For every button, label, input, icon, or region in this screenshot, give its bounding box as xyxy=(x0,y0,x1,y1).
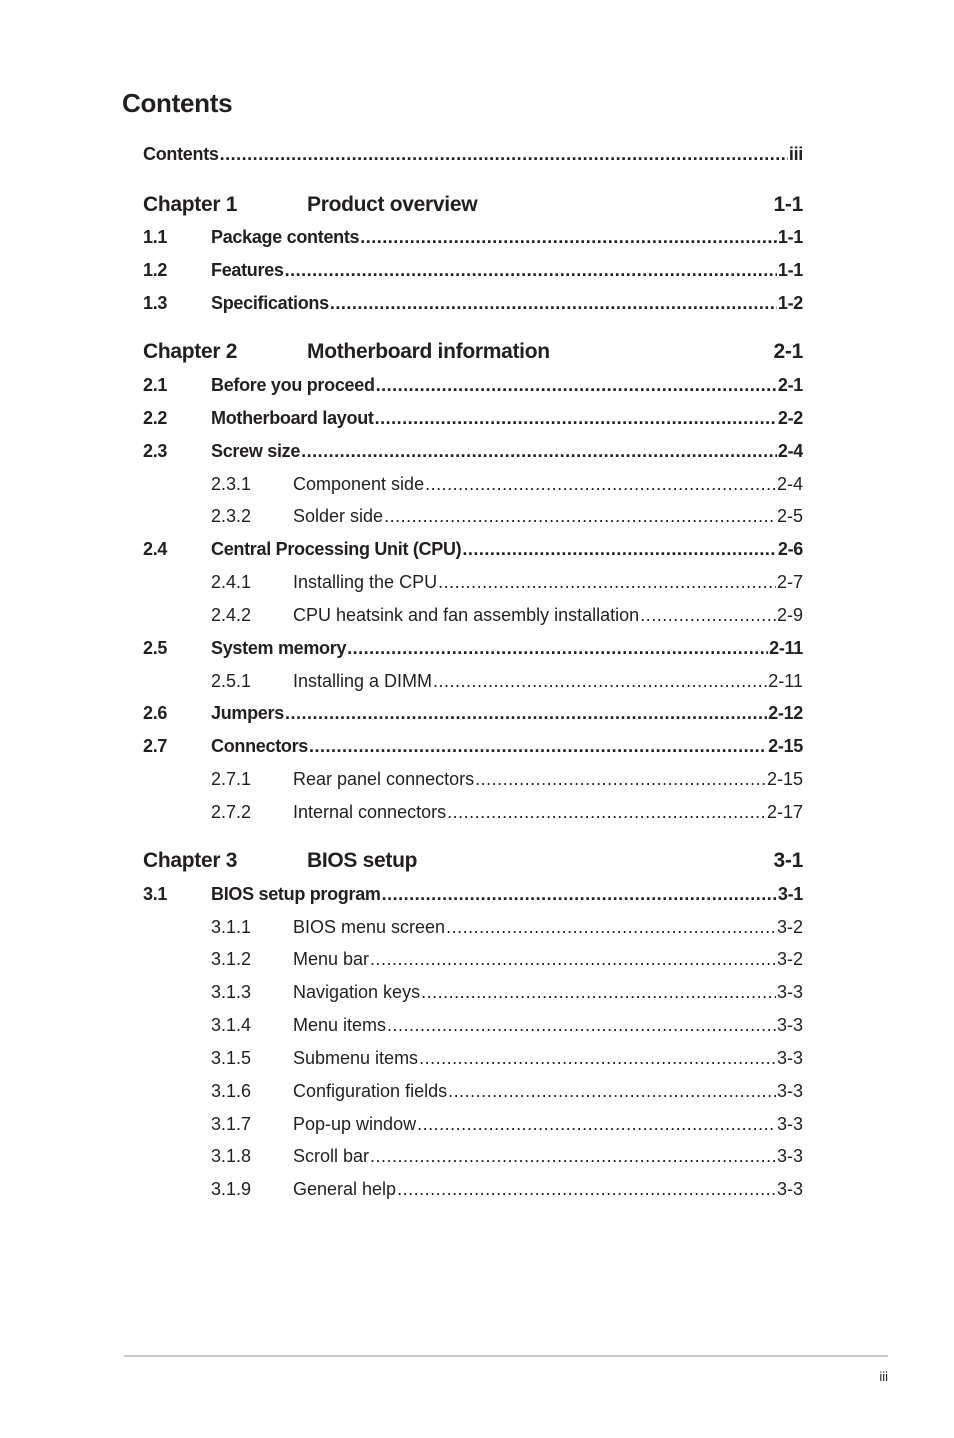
table-of-contents xyxy=(143,0,803,1250)
dot-leader xyxy=(347,638,768,659)
toc-entry-sub[interactable] xyxy=(143,982,803,1003)
toc-page-number: 2-7 xyxy=(776,572,803,592)
toc-page-number: 3-3 xyxy=(776,1114,803,1134)
toc-entry-chapter[interactable] xyxy=(143,193,803,217)
toc-page-number: 3-3 xyxy=(776,1179,803,1199)
toc-entry-section[interactable] xyxy=(143,638,803,659)
section-number: 3.1 xyxy=(143,884,168,904)
toc-entry-section[interactable] xyxy=(143,375,803,396)
toc-entry-section[interactable] xyxy=(143,408,803,429)
toc-page-number: 2-1 xyxy=(773,340,803,363)
section-number: 2.1 xyxy=(143,375,168,395)
toc-entry-sub[interactable] xyxy=(143,917,803,938)
section-number: 3.1.5 xyxy=(211,1048,252,1068)
footer-divider xyxy=(124,1355,888,1357)
toc-entry-sub[interactable] xyxy=(143,671,803,692)
section-number: 3.1.6 xyxy=(211,1081,252,1101)
toc-entry-section[interactable] xyxy=(143,260,803,281)
toc-entry-sub[interactable] xyxy=(143,769,803,790)
section-number: 2.2 xyxy=(143,408,168,428)
toc-page-number: 3-3 xyxy=(776,1146,803,1166)
dot-leader xyxy=(301,441,777,462)
toc-page-number: 2-2 xyxy=(777,408,803,428)
toc-page-number: 2-12 xyxy=(768,703,803,723)
section-number: 1.1 xyxy=(143,227,168,247)
toc-entry-title: Package contents xyxy=(211,227,360,247)
toc-entry-title: General help xyxy=(293,1179,397,1199)
toc-entry-title: BIOS setup program xyxy=(211,884,381,904)
toc-entry-title: Internal connectors xyxy=(293,802,447,822)
toc-entry-title: Screw size xyxy=(211,441,301,461)
section-number: 2.7.1 xyxy=(211,769,252,789)
toc-page-number: 2-15 xyxy=(768,736,803,756)
dot-leader xyxy=(376,375,777,396)
toc-entry-section[interactable] xyxy=(143,227,803,248)
toc-entry-chapter[interactable] xyxy=(143,340,803,364)
toc-page-number: 3-1 xyxy=(773,849,803,872)
section-number: 3.1.2 xyxy=(211,949,252,969)
dot-leader xyxy=(285,703,767,724)
dot-leader xyxy=(421,982,776,1003)
section-number: 3.1.8 xyxy=(211,1146,252,1166)
toc-entry-sub[interactable] xyxy=(143,1146,803,1167)
section-number: 2.5 xyxy=(143,638,168,658)
section-number: 2.4.1 xyxy=(211,572,252,592)
dot-leader xyxy=(384,506,776,527)
toc-page-number: 1-1 xyxy=(773,193,803,216)
dot-leader xyxy=(375,408,777,429)
dot-leader xyxy=(475,769,766,790)
toc-entry-title: Installing a DIMM xyxy=(293,671,433,691)
toc-entry-section[interactable] xyxy=(143,441,803,462)
dot-leader xyxy=(446,917,776,938)
dot-leader xyxy=(309,736,767,757)
toc-entry-section[interactable] xyxy=(143,884,803,905)
toc-entry-title: Menu bar xyxy=(293,949,370,969)
dot-leader xyxy=(447,802,766,823)
section-number: 3.1.3 xyxy=(211,982,252,1002)
toc-entry-title: Navigation keys xyxy=(293,982,421,1002)
toc-entry-title: BIOS menu screen xyxy=(293,917,446,937)
section-number: 2.4.2 xyxy=(211,605,252,625)
toc-page-number: 3-2 xyxy=(776,917,803,937)
toc-entry-sub[interactable] xyxy=(143,605,803,626)
toc-entry-sub[interactable] xyxy=(143,1114,803,1135)
dot-leader xyxy=(330,293,777,314)
toc-entry-title: Before you proceed xyxy=(211,375,375,395)
dot-leader xyxy=(285,260,777,281)
toc-page-number: 2-9 xyxy=(776,605,803,625)
toc-entry-title: Motherboard information xyxy=(307,340,550,363)
toc-entry-title: Product overview xyxy=(307,193,478,216)
toc-page-number: 1-1 xyxy=(777,260,803,280)
section-number: 2.7 xyxy=(143,736,168,756)
toc-entry-sub[interactable] xyxy=(143,1081,803,1102)
dot-leader xyxy=(360,227,777,248)
toc-entry-title: Specifications xyxy=(211,293,329,313)
section-number: 2.4 xyxy=(143,539,168,559)
toc-entry-title: Contents xyxy=(143,144,219,164)
toc-page-number: 2-6 xyxy=(777,539,803,559)
chapter-label: Chapter 1 xyxy=(143,193,238,216)
toc-entry-title: Component side xyxy=(293,474,425,494)
dot-leader xyxy=(433,671,767,692)
dot-leader xyxy=(397,1179,776,1200)
dot-leader xyxy=(425,474,776,495)
toc-entry-sub[interactable] xyxy=(143,572,803,593)
toc-entry-title: Jumpers xyxy=(211,703,284,723)
section-number: 2.3.2 xyxy=(211,506,252,526)
section-number: 3.1.9 xyxy=(211,1179,252,1199)
toc-entry-title: Installing the CPU xyxy=(293,572,438,592)
dot-leader xyxy=(387,1015,776,1036)
toc-entry-title: System memory xyxy=(211,638,347,658)
dot-leader xyxy=(448,1081,776,1102)
chapter-label: Chapter 3 xyxy=(143,849,238,872)
dot-leader xyxy=(419,1048,776,1069)
toc-entry-sub[interactable] xyxy=(143,949,803,970)
toc-entry-sub[interactable] xyxy=(143,802,803,823)
section-number: 2.3 xyxy=(143,441,168,461)
toc-page-number: iii xyxy=(788,144,803,164)
section-number: 2.7.2 xyxy=(211,802,252,822)
toc-entry-top[interactable] xyxy=(143,144,803,165)
dot-leader xyxy=(220,144,788,165)
section-number: 2.6 xyxy=(143,703,168,723)
toc-entry-title: CPU heatsink and fan assembly installation xyxy=(293,605,640,625)
toc-entry-section[interactable] xyxy=(143,293,803,314)
toc-entry-title: Submenu items xyxy=(293,1048,419,1068)
toc-entry-chapter[interactable] xyxy=(143,849,803,873)
toc-page-number: 2-11 xyxy=(768,671,803,691)
toc-page-number: 2-1 xyxy=(777,375,803,395)
dot-leader xyxy=(417,1114,776,1135)
toc-entry-title: BIOS setup xyxy=(307,849,418,872)
toc-entry-title: Central Processing Unit (CPU) xyxy=(211,539,462,559)
toc-page-number: 2-15 xyxy=(766,769,803,789)
toc-page-number: 2-5 xyxy=(776,506,803,526)
toc-page-number: 3-3 xyxy=(776,982,803,1002)
toc-page-number: 2-4 xyxy=(777,441,803,461)
toc-page-number: 1-2 xyxy=(777,293,803,313)
toc-entry-title: Pop-up window xyxy=(293,1114,417,1134)
toc-page-number: 3-3 xyxy=(776,1081,803,1101)
section-number: 2.5.1 xyxy=(211,671,252,691)
toc-entry-sub[interactable] xyxy=(143,1048,803,1069)
toc-entry-sub[interactable] xyxy=(143,1015,803,1036)
dot-leader xyxy=(438,572,776,593)
toc-entry-sub[interactable] xyxy=(143,506,803,527)
toc-entry-title: Rear panel connectors xyxy=(293,769,475,789)
section-number: 3.1.7 xyxy=(211,1114,252,1134)
toc-entry-section[interactable] xyxy=(143,736,803,757)
section-number: 1.3 xyxy=(143,293,168,313)
toc-entry-title: Connectors xyxy=(211,736,309,756)
toc-entry-title: Solder side xyxy=(293,506,384,526)
section-number: 3.1.1 xyxy=(211,917,252,937)
toc-page-number: 2-11 xyxy=(769,638,803,658)
toc-page-number: 3-1 xyxy=(777,884,803,904)
toc-page-number: 3-3 xyxy=(776,1015,803,1035)
toc-entry-sub[interactable] xyxy=(143,1179,803,1200)
toc-entry-section[interactable] xyxy=(143,539,803,560)
toc-page-number: 2-4 xyxy=(776,474,803,494)
toc-page-number: 1-1 xyxy=(777,227,803,247)
toc-entry-section[interactable] xyxy=(143,703,803,724)
dot-leader xyxy=(370,1146,776,1167)
dot-leader xyxy=(370,949,776,970)
toc-entry-title: Motherboard layout xyxy=(211,408,374,428)
toc-entry-title: Scroll bar xyxy=(293,1146,370,1166)
section-number: 1.2 xyxy=(143,260,168,280)
dot-leader xyxy=(462,539,777,560)
section-number: 3.1.4 xyxy=(211,1015,252,1035)
toc-entry-title: Configuration fields xyxy=(293,1081,448,1101)
toc-entry-title: Features xyxy=(211,260,284,280)
chapter-label: Chapter 2 xyxy=(143,340,238,363)
section-number: 2.3.1 xyxy=(211,474,252,494)
toc-page-number: 3-2 xyxy=(776,949,803,969)
footer-page-number: iii xyxy=(879,1369,888,1384)
toc-page-number: 3-3 xyxy=(776,1048,803,1068)
page-title: Contents xyxy=(122,88,233,118)
toc-entry-sub[interactable] xyxy=(143,474,803,495)
toc-page-number: 2-17 xyxy=(766,802,803,822)
dot-leader xyxy=(382,884,777,905)
dot-leader xyxy=(640,605,776,626)
toc-entry-title: Menu items xyxy=(293,1015,387,1035)
